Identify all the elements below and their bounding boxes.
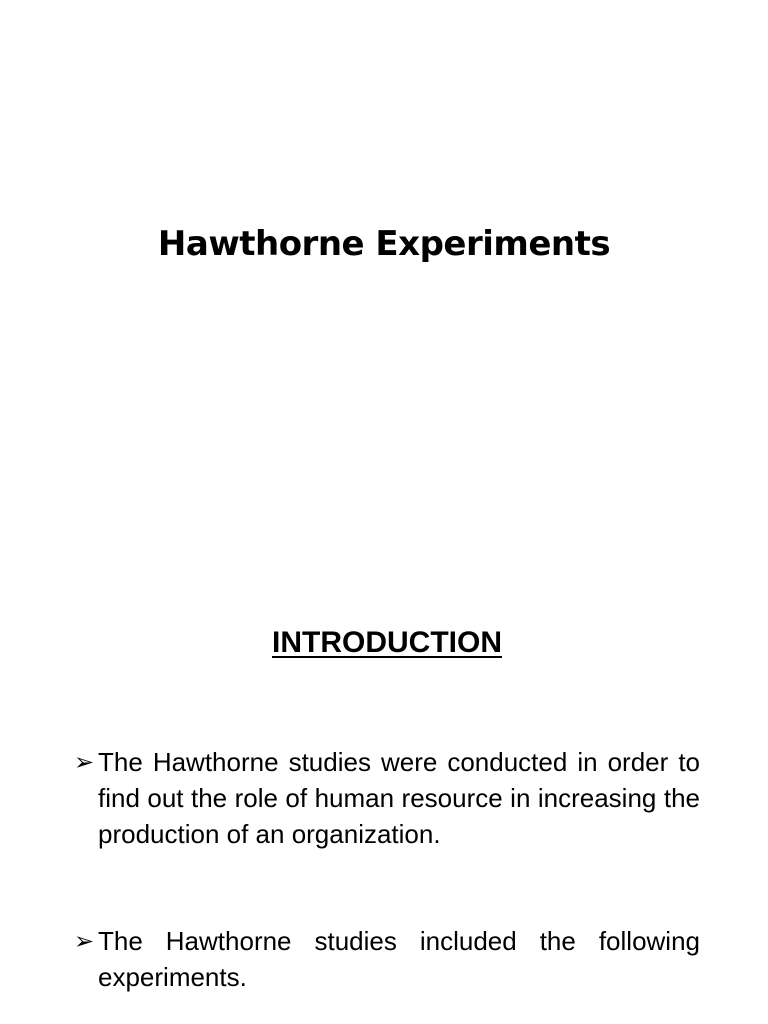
arrow-bullet-icon: ➢ bbox=[74, 748, 95, 776]
bullet-item bbox=[74, 923, 700, 995]
bullet-text: The Hawthorne studies included the following experiments. bbox=[98, 926, 700, 992]
slide-title: Hawthorne Experiments bbox=[157, 224, 611, 264]
bullet-item bbox=[74, 744, 700, 852]
arrow-bullet-icon: ➢ bbox=[74, 927, 95, 955]
section-heading-introduction: INTRODUCTION bbox=[272, 626, 502, 659]
bullet-text: The Hawthorne studies were conducted in order to find out the role of human resource in increasing the production of an organization. bbox=[98, 747, 700, 849]
bullet-list bbox=[74, 744, 700, 995]
